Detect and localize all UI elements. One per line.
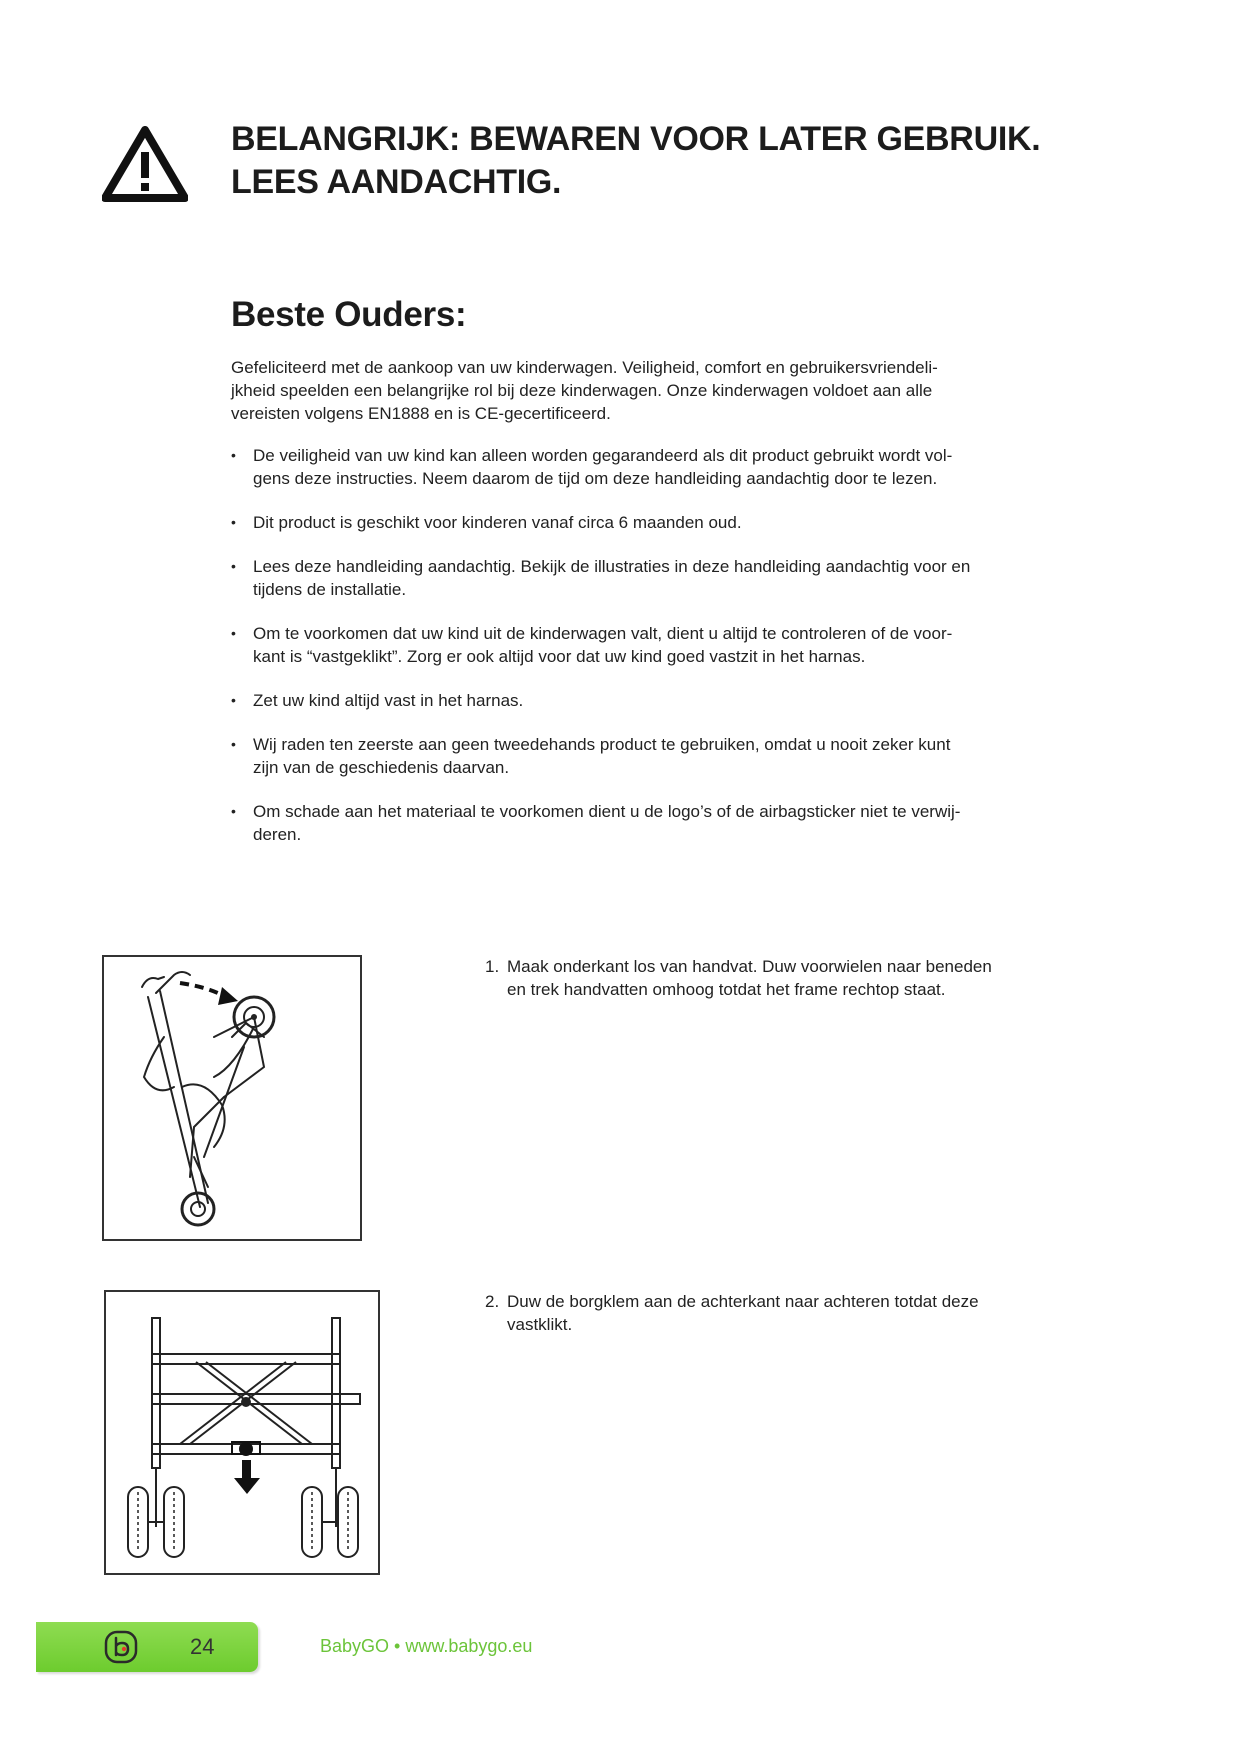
step-number: 1. [485, 957, 500, 976]
step-line: Duw de borgklem aan de achterkant naar achteren totdat deze [507, 1292, 979, 1311]
bullet-item [231, 555, 991, 601]
rear-lock-illustration [104, 1290, 380, 1575]
bullet-line: deren. [253, 825, 302, 844]
bullet-line: • Om schade aan het materiaal te voorkomen dient u de logo’s of de airbagsticker niet te verwij- [253, 802, 961, 821]
footer-brand-url: BabyGO • www.babygo.eu [320, 1636, 533, 1656]
bullet-line: • Dit product is geschikt voor kinderen vanaf circa 6 maanden oud. [253, 513, 742, 532]
unfold-stroller-illustration [102, 955, 362, 1241]
heading-line: LEES AANDACHTIG. [231, 163, 562, 201]
step-number: 2. [485, 1292, 500, 1311]
warning-triangle-icon [102, 126, 188, 202]
bullet-item [231, 800, 991, 846]
page-number: 24 [190, 1634, 215, 1659]
bullet-line: • Wij raden ten zeerste aan geen tweedehands product te gebruiken, omdat u nooit zeker kunt [253, 735, 951, 754]
page-heading [231, 118, 1131, 204]
unfold-stroller-drawing [104, 957, 360, 1239]
step-line: Maak onderkant los van handvat. Duw voorwielen naar beneden [507, 957, 992, 976]
intro-line: vereisten volgens EN1888 en is CE-gecertificeerd. [231, 404, 611, 423]
bullet-line: • Om te voorkomen dat uw kind uit de kinderwagen valt, dient u altijd te controleren of de voor- [253, 624, 953, 643]
bullet-item [231, 444, 991, 490]
rear-lock-drawing [106, 1292, 378, 1573]
bullet-item [231, 733, 991, 779]
bullet-line: • Zet uw kind altijd vast in het harnas. [253, 691, 524, 710]
greeting-heading: Beste Ouders: [231, 295, 467, 334]
bullet-line: tijdens de installatie. [253, 580, 407, 599]
bullet-item [231, 689, 991, 712]
bullet-line: zijn van de geschiedenis daarvan. [253, 758, 510, 777]
heading-line: BELANGRIJK: BEWAREN VOOR LATER GEBRUIK. [231, 120, 1041, 158]
page-number-tab [36, 1622, 258, 1672]
babygo-logo-icon [104, 1630, 138, 1664]
step-line: vastklikt. [507, 1315, 573, 1334]
instruction-step [485, 1290, 1025, 1336]
intro-line: Gefeliciteerd met de aankoop van uw kinderwagen. Veiligheid, comfort en gebruikersvriendeli- [231, 358, 938, 377]
bullet-line: kant is “vastgeklikt”. Zorg er ook altijd voor dat uw kind goed vastzit in het harnas. [253, 647, 866, 666]
bullet-line: gens deze instructies. Neem daarom de tijd om deze handleiding aandachtig door te lezen. [253, 469, 938, 488]
instruction-step [485, 955, 1025, 1001]
step-line: en trek handvatten omhoog totdat het frame rechtop staat. [507, 980, 946, 999]
bullet-line: • De veiligheid van uw kind kan alleen worden gegarandeerd als dit product gebruikt wordt vol- [253, 446, 953, 465]
safety-bullet-list [231, 444, 991, 867]
intro-paragraph [231, 356, 971, 425]
intro-line: jkheid speelden een belangrijke rol bij deze kinderwagen. Onze kinderwagen voldoet aan alle [231, 381, 933, 400]
bullet-item [231, 511, 991, 534]
bullet-item [231, 622, 991, 668]
bullet-line: • Lees deze handleiding aandachtig. Bekijk de illustraties in deze handleiding aandachtig voor en [253, 557, 971, 576]
